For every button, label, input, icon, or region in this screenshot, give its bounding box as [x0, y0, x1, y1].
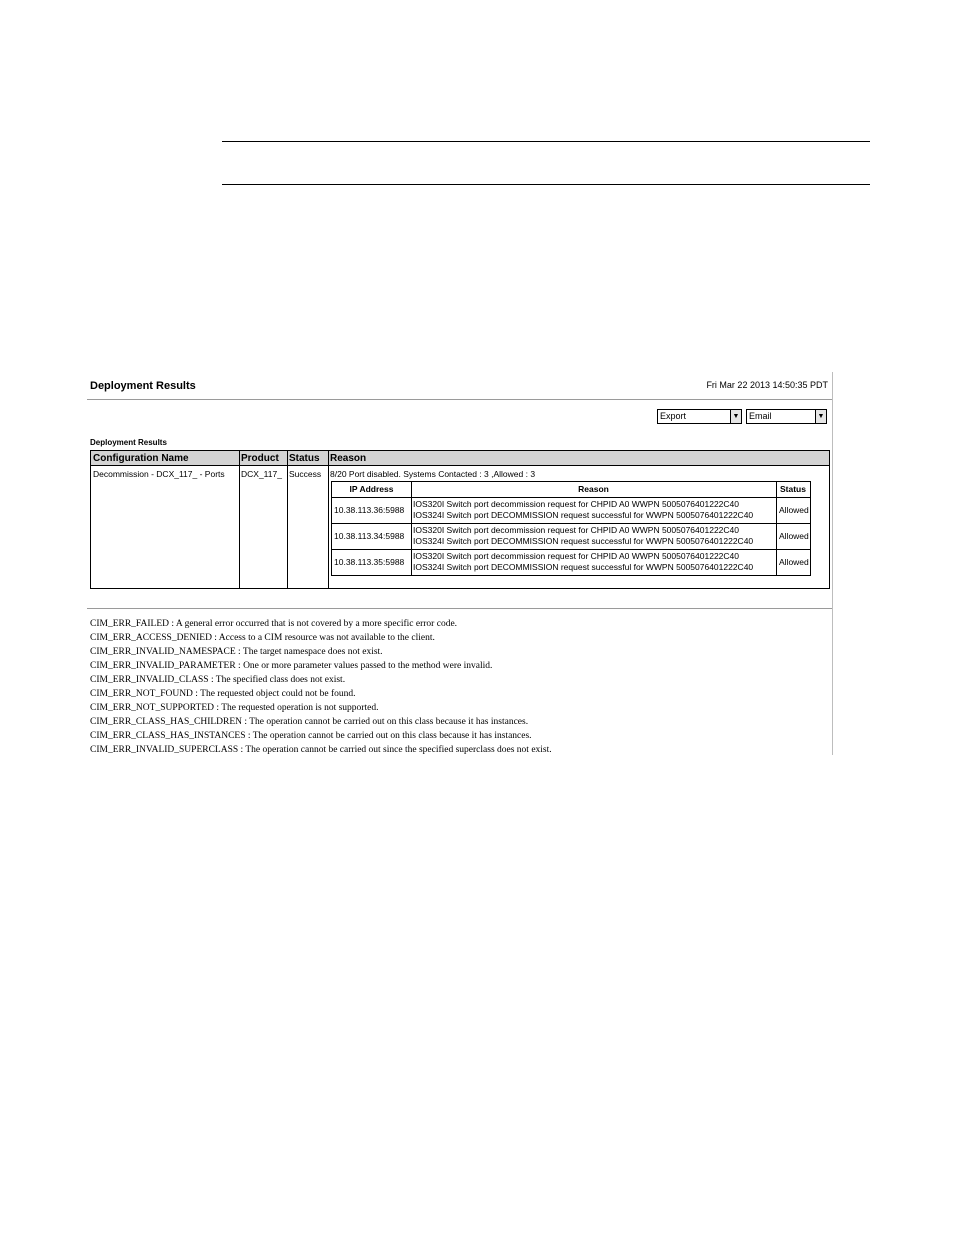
detail-table [331, 481, 811, 576]
section-title: Deployment Results [90, 438, 167, 447]
column-divider [328, 451, 329, 588]
export-select-value: Export [660, 411, 687, 421]
list-item: CIM_ERR_NOT_FOUND : The requested object could not be found. [90, 689, 356, 699]
column-divider [239, 451, 240, 588]
list-item: CIM_ERR_FAILED : A general error occurred that is not covered by a more specific error code. [90, 619, 458, 629]
row-status: Allowed [779, 505, 809, 515]
row-status: Allowed [779, 531, 809, 541]
header-divider [87, 399, 832, 400]
list-item: CIM_ERR_NOT_SUPPORTED : The requested operation is not supported. [90, 703, 379, 713]
configuration-name-cell: Decommission - DCX_117_ - Ports [93, 469, 225, 479]
table-row [332, 523, 810, 550]
results-table [90, 450, 830, 589]
window-title: Deployment Results [90, 380, 196, 392]
chevron-down-icon[interactable]: ▼ [730, 410, 741, 423]
reason-line: IOS320I Switch port decommission request for CHPID A0 WWPN 5005076401222C40 [413, 499, 739, 509]
export-select[interactable] [657, 409, 742, 424]
product-cell: DCX_117_ [241, 469, 282, 479]
table-row [332, 549, 810, 575]
list-item: CIM_ERR_CLASS_HAS_CHILDREN : The operation cannot be carried out on this class because it has instances. [90, 717, 529, 727]
email-select-value: Email [749, 411, 772, 421]
status-cell: Success [289, 469, 322, 479]
list-item: CIM_ERR_INVALID_SUPERCLASS : The operation cannot be carried out since the specified superclass does not exist. [90, 745, 552, 755]
list-item: CIM_ERR_ACCESS_DENIED : Access to a CIM resource was not available to the client. [90, 633, 435, 643]
row-status: Allowed [779, 557, 809, 567]
reason-text [413, 525, 753, 547]
column-header-detail-status: Status [776, 482, 810, 498]
error-code-list [90, 617, 552, 757]
reason-line: IOS324I Switch port DECOMMISSION request successful for WWPN 5005076401222C40 [413, 562, 754, 572]
reason-line: IOS324I Switch port DECOMMISSION request successful for WWPN 5005076401222C40 [413, 510, 754, 520]
bottom-rule [222, 184, 870, 185]
column-divider [287, 451, 288, 588]
email-select[interactable] [746, 409, 827, 424]
ip-address: 10.38.113.35:5988 [334, 557, 405, 567]
list-item: CIM_ERR_INVALID_CLASS : The specified class does not exist. [90, 675, 346, 685]
reason-line: IOS324I Switch port DECOMMISSION request successful for WWPN 5005076401222C40 [413, 536, 754, 546]
column-header-ip-address: IP Address [332, 482, 411, 498]
column-header-status: Status [287, 451, 328, 466]
reason-line: IOS320I Switch port decommission request for CHPID A0 WWPN 5005076401222C40 [413, 525, 739, 535]
reason-text [413, 499, 753, 521]
list-item: CIM_ERR_CLASS_HAS_INSTANCES : The operation cannot be carried out on this class because it has instances. [90, 731, 532, 741]
deployment-results-window [87, 372, 833, 755]
section-divider [87, 608, 832, 609]
ip-address: 10.38.113.34:5988 [334, 531, 405, 541]
chevron-down-icon[interactable]: ▼ [815, 410, 826, 423]
top-rule [222, 141, 870, 142]
timestamp: Fri Mar 22 2013 14:50:35 PDT [706, 380, 828, 390]
column-header-product: Product [239, 451, 287, 466]
column-header-configuration-name: Configuration Name [91, 451, 239, 466]
column-header-detail-reason: Reason [411, 482, 776, 498]
reason-summary-cell: 8/20 Port disabled. Systems Contacted : 3 ,Allowed : 3 [330, 469, 536, 479]
table-row [332, 497, 810, 524]
list-item: CIM_ERR_INVALID_NAMESPACE : The target namespace does not exist. [90, 647, 383, 657]
detail-rows [332, 497, 810, 575]
reason-text [413, 551, 753, 573]
list-item: CIM_ERR_INVALID_PARAMETER : One or more parameter values passed to the method were invalid. [90, 661, 493, 671]
reason-line: IOS320I Switch port decommission request for CHPID A0 WWPN 5005076401222C40 [413, 551, 739, 561]
ip-address: 10.38.113.36:5988 [334, 505, 405, 515]
column-header-reason: Reason [328, 451, 829, 466]
